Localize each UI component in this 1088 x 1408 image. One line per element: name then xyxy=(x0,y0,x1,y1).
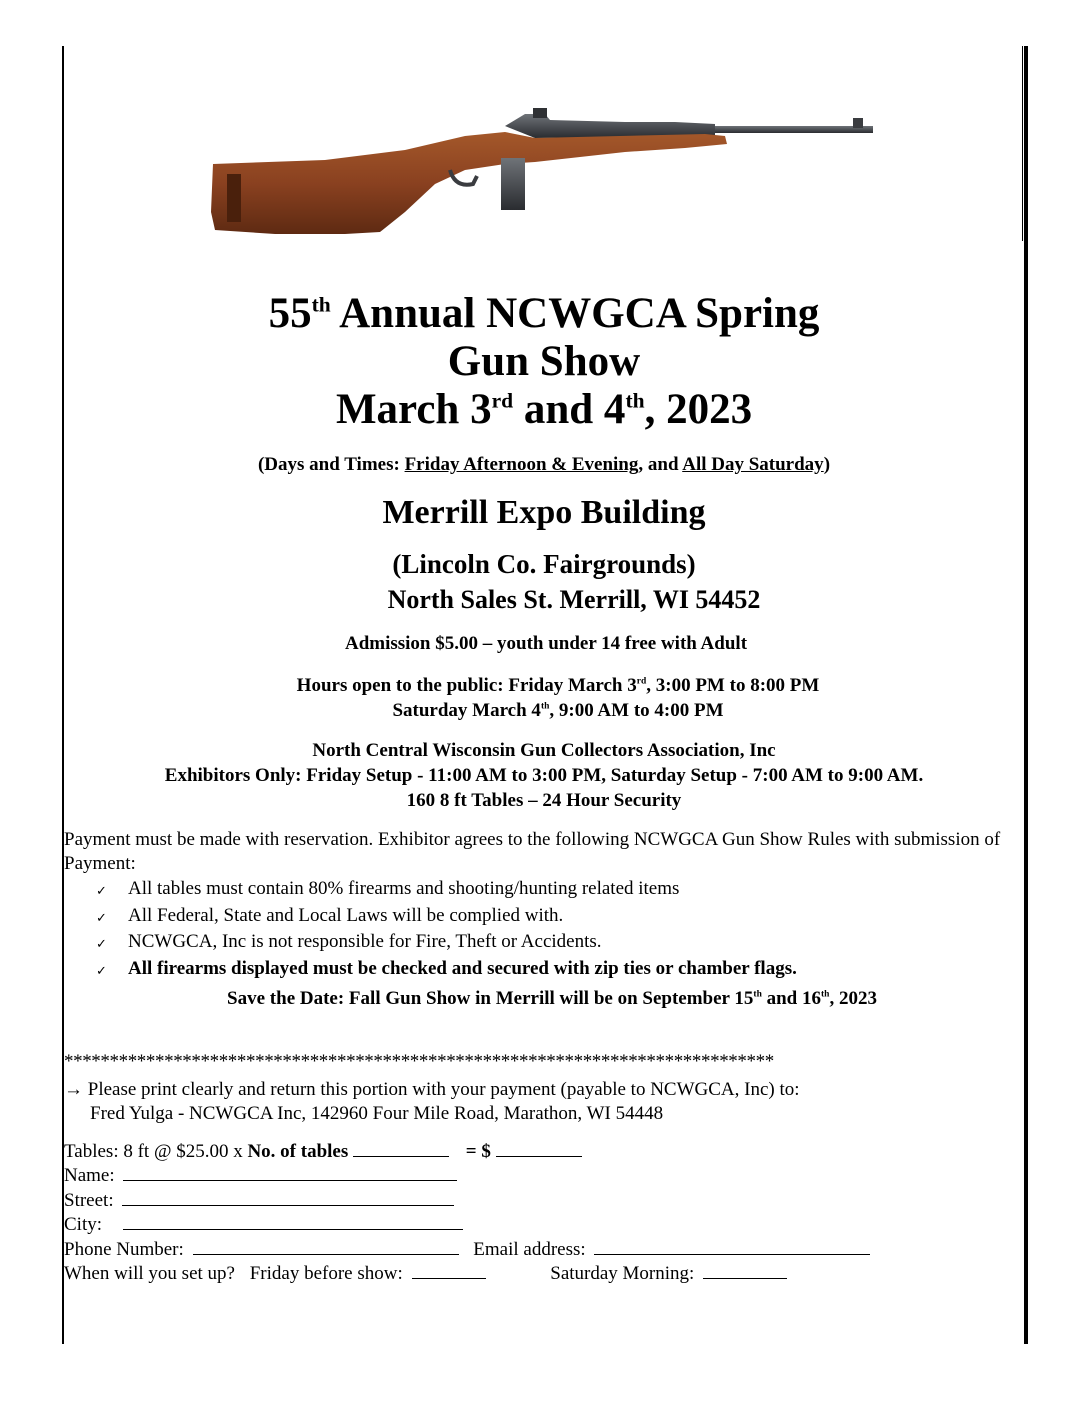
city-line: City: xyxy=(64,1212,463,1237)
list-item: ✓ All firearms displayed must be checked and secured with zip ties or chamber flags. xyxy=(96,957,797,984)
table-count: 160 8 ft Tables – 24 Hour Security xyxy=(406,790,682,811)
saturday-setup-field[interactable] xyxy=(703,1261,787,1279)
street-field[interactable] xyxy=(122,1188,454,1206)
setup-line: When will you set up? Friday before show: Saturday Morning: xyxy=(64,1261,787,1286)
name-line: Name: xyxy=(64,1163,457,1188)
city-field[interactable] xyxy=(123,1212,463,1230)
friday-setup-field[interactable] xyxy=(412,1261,486,1279)
list-item: ✓ NCWGCA, Inc is not responsible for Fire, Theft or Accidents. xyxy=(96,930,797,957)
checkmark-icon: ✓ xyxy=(96,883,107,898)
title-line3: March 3rd and 4th, 2023 xyxy=(335,386,753,433)
show-title xyxy=(64,290,1024,434)
checkmark-icon: ✓ xyxy=(96,936,107,951)
phone-field[interactable] xyxy=(193,1237,459,1255)
venue-name: Merrill Expo Building xyxy=(382,494,706,531)
tables-line: Tables: 8 ft @ $25.00 x No. of tables = $ xyxy=(64,1139,582,1164)
admission: Admission $5.00 – youth under 14 free with Adult xyxy=(344,633,748,654)
association-block xyxy=(64,738,1024,813)
tables-total-field[interactable] xyxy=(496,1139,582,1157)
email-field[interactable] xyxy=(594,1237,870,1255)
name-field[interactable] xyxy=(123,1163,457,1181)
list-item: ✓ All tables must contain 80% firearms and shooting/hunting related items xyxy=(96,877,797,904)
separator-stars: ****************************************************************************** xyxy=(64,1051,774,1072)
rules-list xyxy=(96,877,797,983)
payment-intro: Payment must be made with reservation. Exhibitor agrees to the following NCWGCA Gun Show Rules with submission of Payment: xyxy=(64,829,1001,874)
venue-address: North Sales St. Merrill, WI 54452 xyxy=(387,585,761,614)
title-line2: Gun Show xyxy=(447,338,641,385)
no-of-tables-field[interactable] xyxy=(353,1139,449,1157)
venue-sub: (Lincoln Co. Fairgrounds) xyxy=(392,549,696,579)
public-hours: Hours open to the public: Friday March 3rd, 3:00 PM to 8:00 PM Saturday March 4th, 9:00 AM to 4:00 PM xyxy=(296,675,820,721)
days-and-times: (Days and Times: Friday Afternoon & Evening, and All Day Saturday) xyxy=(257,454,831,475)
phone-email-line: Phone Number: Email address: xyxy=(64,1237,870,1262)
checkmark-icon: ✓ xyxy=(96,909,107,925)
list-item: ✓ All Federal, State and Local Laws will be complied with. xyxy=(96,904,797,931)
title-line1: 55th Annual NCWGCA Spring xyxy=(268,290,820,337)
rifle-illustration xyxy=(205,92,885,242)
exhibitor-setup: Exhibitors Only: Friday Setup - 11:00 AM to 3:00 PM, Saturday Setup - 7:00 AM to 9:00 AM. xyxy=(164,765,924,786)
street-line: Street: xyxy=(64,1188,454,1213)
association-name: North Central Wisconsin Gun Collectors Association, Inc xyxy=(312,740,776,761)
return-instructions: → Please print clearly and return this portion with your payment (payable to NCWGCA, Inc) to: Fred Yulga - NCWGCA Inc, 142960 Four Mile Road, Marathon, WI 54448 xyxy=(64,1079,800,1124)
save-the-date: Save the Date: Fall Gun Show in Merrill will be on September 15th and 16th, 2023 xyxy=(227,988,877,1009)
checkmark-icon: ✓ xyxy=(96,962,107,978)
right-border-rule-thin xyxy=(1022,46,1023,241)
